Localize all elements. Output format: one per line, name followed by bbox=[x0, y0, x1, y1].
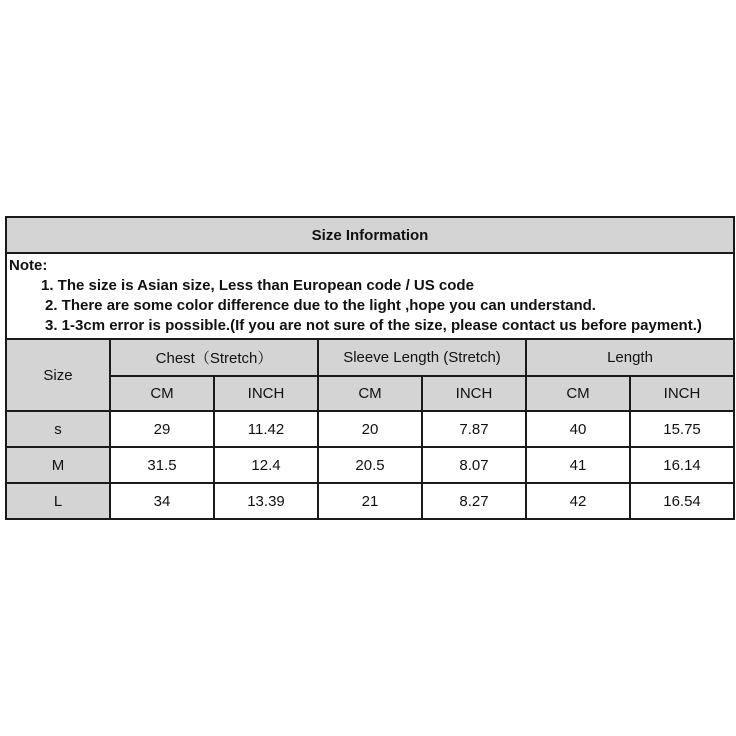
table-cell: 7.87 bbox=[422, 411, 526, 447]
chest-header: Chest（Stretch） bbox=[110, 339, 318, 376]
size-table bbox=[5, 216, 735, 520]
unit-header-inch: INCH bbox=[630, 376, 734, 411]
note-line: 1. The size is Asian size, Less than European code / US code bbox=[41, 277, 474, 294]
size-label: s bbox=[6, 411, 110, 447]
title-row bbox=[6, 217, 734, 253]
table-cell: 16.54 bbox=[630, 483, 734, 519]
table-cell: 8.07 bbox=[422, 447, 526, 483]
size-label: L bbox=[6, 483, 110, 519]
table-cell: 20.5 bbox=[318, 447, 422, 483]
table-cell: 42 bbox=[526, 483, 630, 519]
table-cell: 41 bbox=[526, 447, 630, 483]
header-row-groups bbox=[6, 339, 734, 376]
unit-header-cm: CM bbox=[318, 376, 422, 411]
table-cell: 11.42 bbox=[214, 411, 318, 447]
length-header: Length bbox=[526, 339, 734, 376]
table-cell: 31.5 bbox=[110, 447, 214, 483]
size-chart bbox=[5, 216, 733, 520]
table-cell: 40 bbox=[526, 411, 630, 447]
sleeve-length-header: Sleeve Length (Stretch) bbox=[318, 339, 526, 376]
size-header: Size bbox=[6, 339, 110, 411]
table-cell: 34 bbox=[110, 483, 214, 519]
table-cell: 15.75 bbox=[630, 411, 734, 447]
unit-header-inch: INCH bbox=[422, 376, 526, 411]
table-row bbox=[6, 447, 734, 483]
note-row bbox=[6, 253, 734, 339]
header-row-units bbox=[6, 376, 734, 411]
table-cell: 8.27 bbox=[422, 483, 526, 519]
table-cell: 20 bbox=[318, 411, 422, 447]
unit-header-cm: CM bbox=[526, 376, 630, 411]
table-cell: 29 bbox=[110, 411, 214, 447]
table-cell: 12.4 bbox=[214, 447, 318, 483]
table-row bbox=[6, 483, 734, 519]
table-cell: 21 bbox=[318, 483, 422, 519]
table-cell: 16.14 bbox=[630, 447, 734, 483]
note-line: 2. There are some color difference due to the light ,hope you can understand. bbox=[45, 297, 596, 314]
table-row bbox=[6, 411, 734, 447]
note-block bbox=[6, 253, 734, 339]
table-cell: 13.39 bbox=[214, 483, 318, 519]
unit-header-cm: CM bbox=[110, 376, 214, 411]
note-heading: Note: bbox=[9, 257, 48, 274]
note-line: 3. 1-3cm error is possible.(If you are not sure of the size, please contact us before payment.) bbox=[45, 317, 702, 334]
unit-header-inch: INCH bbox=[214, 376, 318, 411]
table-title: Size Information bbox=[6, 217, 734, 253]
size-label: M bbox=[6, 447, 110, 483]
